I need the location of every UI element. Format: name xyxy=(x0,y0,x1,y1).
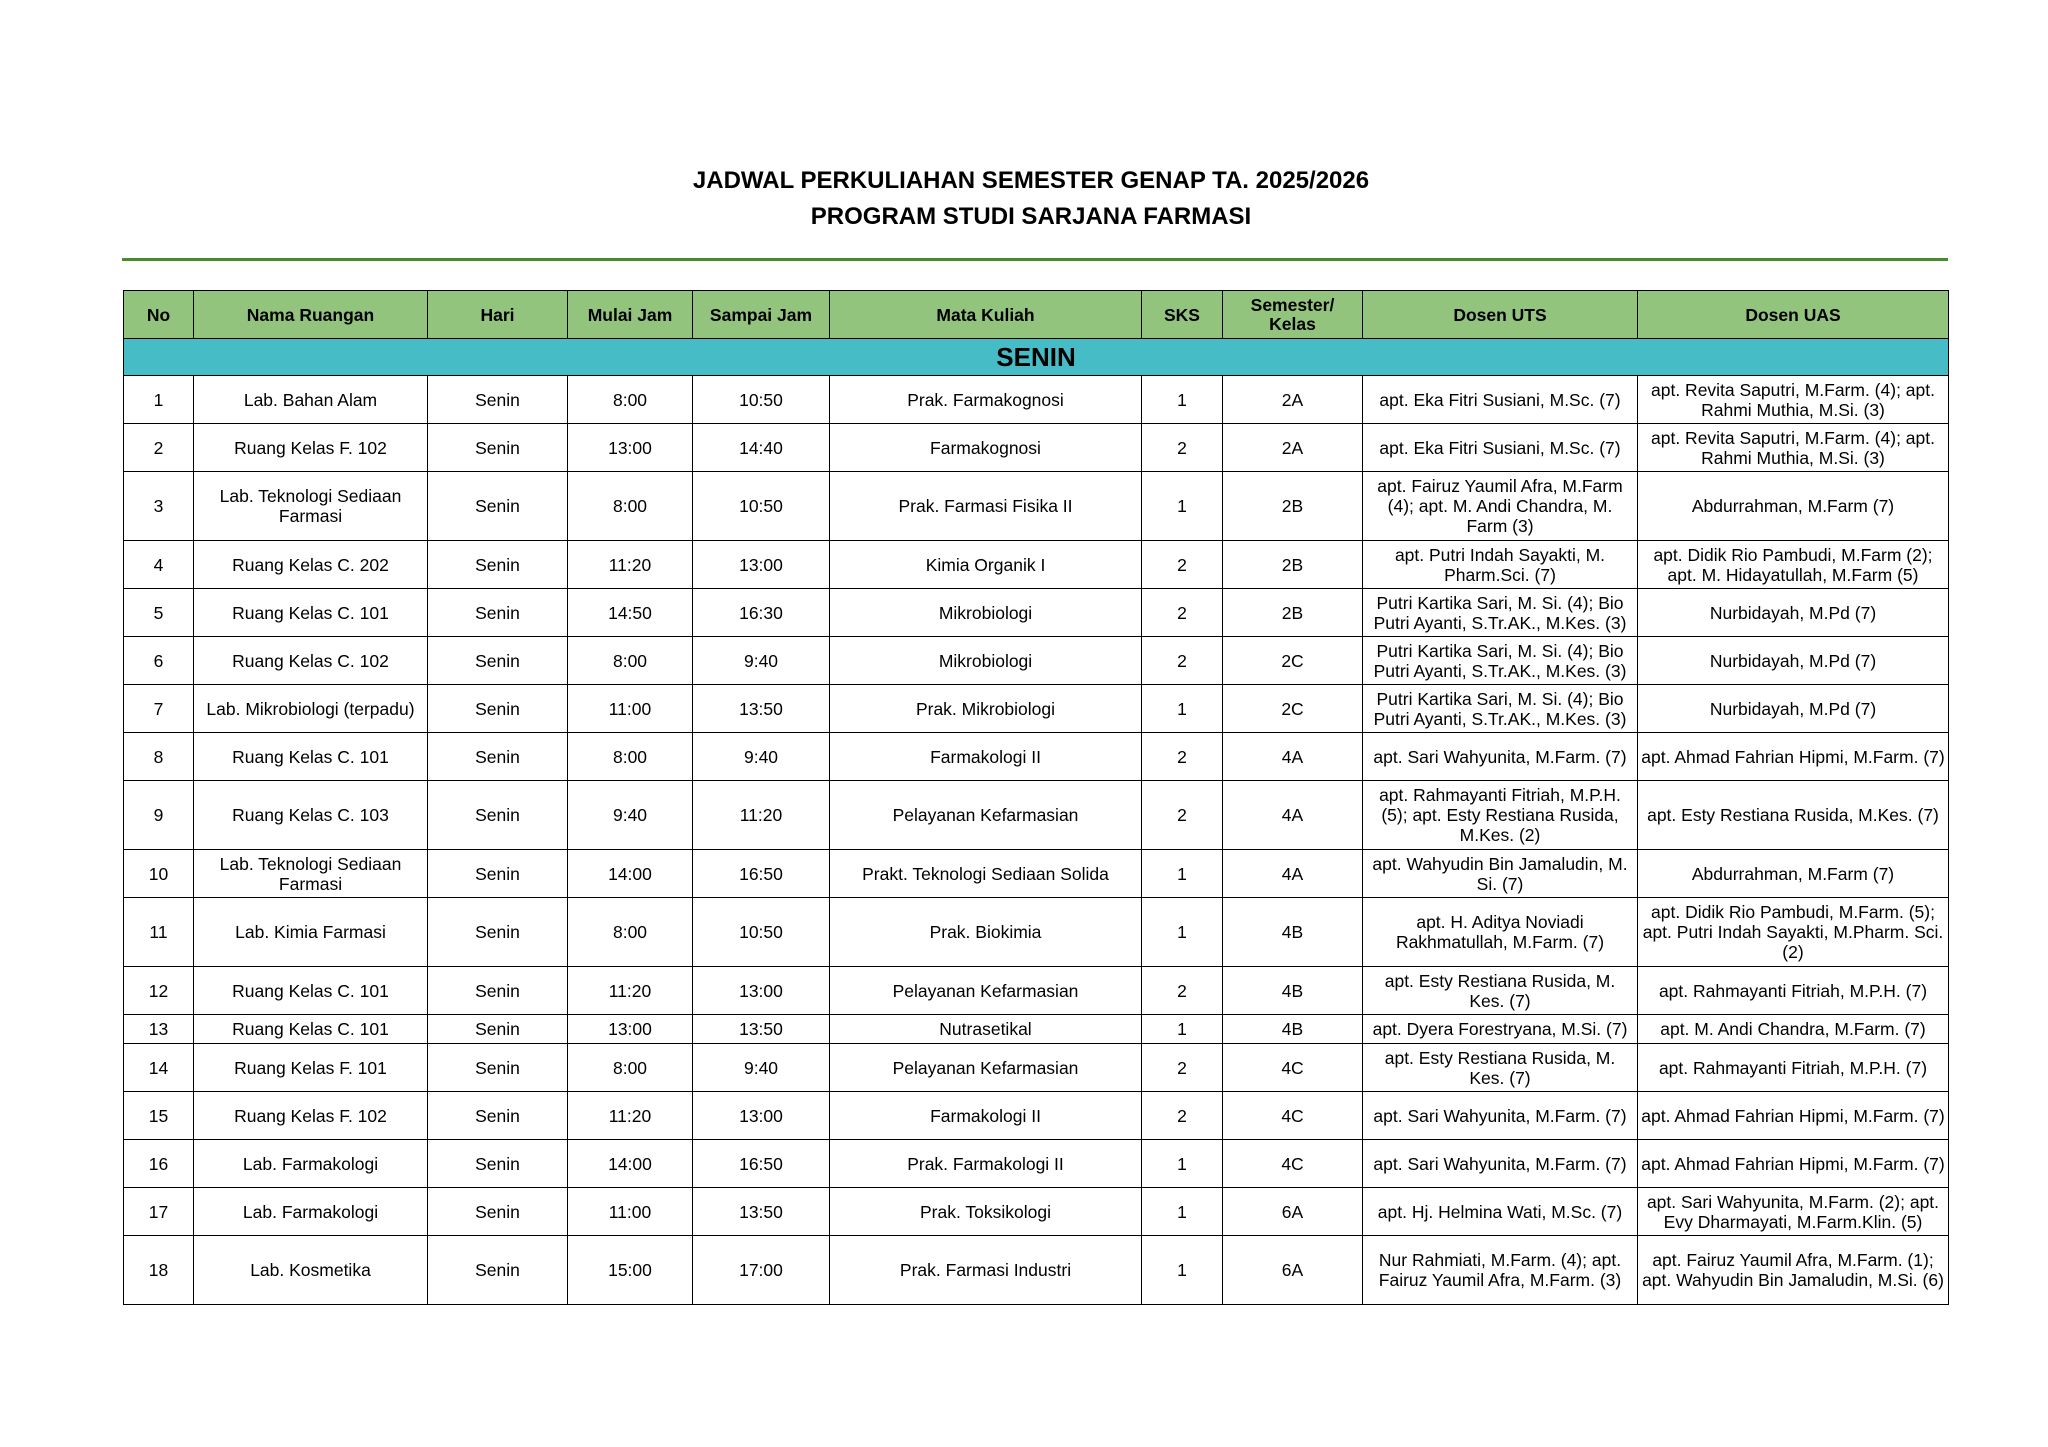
cell-sampai-jam: 17:00 xyxy=(693,1236,830,1305)
cell-mata-kuliah: Prak. Farmakognosi xyxy=(830,376,1142,424)
header-sampai-jam: Sampai Jam xyxy=(693,291,830,339)
cell-mata-kuliah: Mikrobiologi xyxy=(830,589,1142,637)
cell-sks: 1 xyxy=(1142,1188,1223,1236)
cell-hari: Senin xyxy=(428,1188,568,1236)
table-row xyxy=(124,424,1949,472)
cell-mulai-jam: 13:00 xyxy=(568,1015,693,1044)
cell-sampai-jam: 16:50 xyxy=(693,1140,830,1188)
cell-dosen-uas: apt. Rahmayanti Fitriah, M.P.H. (7) xyxy=(1638,1044,1949,1092)
cell-hari: Senin xyxy=(428,967,568,1015)
cell-hari: Senin xyxy=(428,685,568,733)
cell-sks: 2 xyxy=(1142,781,1223,850)
cell-nama-ruangan: Lab. Mikrobiologi (terpadu) xyxy=(194,685,428,733)
cell-hari: Senin xyxy=(428,898,568,967)
table-row xyxy=(124,685,1949,733)
header-dosen-uas: Dosen UAS xyxy=(1638,291,1949,339)
cell-dosen-uas: apt. Ahmad Fahrian Hipmi, M.Farm. (7) xyxy=(1638,1140,1949,1188)
cell-sks: 2 xyxy=(1142,541,1223,589)
header-no: No xyxy=(124,291,194,339)
cell-no: 12 xyxy=(124,967,194,1015)
cell-nama-ruangan: Lab. Teknologi Sediaan Farmasi xyxy=(194,850,428,898)
cell-semester-kelas: 2C xyxy=(1223,685,1363,733)
cell-nama-ruangan: Ruang Kelas C. 103 xyxy=(194,781,428,850)
cell-sks: 1 xyxy=(1142,1015,1223,1044)
cell-semester-kelas: 4C xyxy=(1223,1092,1363,1140)
cell-dosen-uas: apt. Ahmad Fahrian Hipmi, M.Farm. (7) xyxy=(1638,1092,1949,1140)
cell-mulai-jam: 11:20 xyxy=(568,967,693,1015)
header-nama-ruangan: Nama Ruangan xyxy=(194,291,428,339)
cell-no: 8 xyxy=(124,733,194,781)
cell-nama-ruangan: Ruang Kelas C. 101 xyxy=(194,733,428,781)
cell-mata-kuliah: Farmakognosi xyxy=(830,424,1142,472)
cell-nama-ruangan: Ruang Kelas F. 102 xyxy=(194,424,428,472)
header-mata-kuliah: Mata Kuliah xyxy=(830,291,1142,339)
header-sks: SKS xyxy=(1142,291,1223,339)
cell-dosen-uas: Nurbidayah, M.Pd (7) xyxy=(1638,589,1949,637)
title-line-1: JADWAL PERKULIAHAN SEMESTER GENAP TA. 2025/2026 xyxy=(692,167,1370,194)
cell-sks: 1 xyxy=(1142,685,1223,733)
document-title xyxy=(0,163,2048,235)
header-semester-kelas: Semester/ Kelas xyxy=(1223,291,1363,339)
cell-nama-ruangan: Ruang Kelas C. 202 xyxy=(194,541,428,589)
cell-mata-kuliah: Farmakologi II xyxy=(830,733,1142,781)
cell-mata-kuliah: Prakt. Teknologi Sediaan Solida xyxy=(830,850,1142,898)
cell-no: 11 xyxy=(124,898,194,967)
cell-mata-kuliah: Pelayanan Kefarmasian xyxy=(830,967,1142,1015)
cell-no: 3 xyxy=(124,472,194,541)
table-row xyxy=(124,472,1949,541)
cell-hari: Senin xyxy=(428,589,568,637)
cell-sks: 1 xyxy=(1142,850,1223,898)
cell-hari: Senin xyxy=(428,781,568,850)
cell-no: 9 xyxy=(124,781,194,850)
cell-no: 14 xyxy=(124,1044,194,1092)
cell-nama-ruangan: Ruang Kelas F. 102 xyxy=(194,1092,428,1140)
table-row xyxy=(124,541,1949,589)
table-row xyxy=(124,1015,1949,1044)
table-row xyxy=(124,850,1949,898)
cell-semester-kelas: 4B xyxy=(1223,898,1363,967)
cell-dosen-uas: apt. Revita Saputri, M.Farm. (4); apt. Rahmi Muthia, M.Si. (3) xyxy=(1638,424,1949,472)
cell-sks: 2 xyxy=(1142,1044,1223,1092)
schedule-table xyxy=(123,290,1949,1305)
cell-sks: 1 xyxy=(1142,376,1223,424)
cell-hari: Senin xyxy=(428,376,568,424)
cell-hari: Senin xyxy=(428,424,568,472)
table-row xyxy=(124,1236,1949,1305)
cell-mulai-jam: 13:00 xyxy=(568,424,693,472)
cell-sampai-jam: 11:20 xyxy=(693,781,830,850)
cell-sks: 2 xyxy=(1142,1092,1223,1140)
cell-sampai-jam: 10:50 xyxy=(693,472,830,541)
cell-sks: 1 xyxy=(1142,898,1223,967)
table-row xyxy=(124,1140,1949,1188)
cell-sampai-jam: 9:40 xyxy=(693,637,830,685)
day-section-row xyxy=(124,339,1949,376)
cell-dosen-uas: apt. Didik Rio Pambudi, M.Farm (2); apt. M. Hidayatullah, M.Farm (5) xyxy=(1638,541,1949,589)
cell-semester-kelas: 4B xyxy=(1223,967,1363,1015)
cell-dosen-uts: apt. Rahmayanti Fitriah, M.P.H. (5); apt. Esty Restiana Rusida, M.Kes. (2) xyxy=(1363,781,1638,850)
day-label: SENIN xyxy=(124,339,1949,376)
cell-semester-kelas: 6A xyxy=(1223,1236,1363,1305)
cell-nama-ruangan: Ruang Kelas F. 101 xyxy=(194,1044,428,1092)
cell-mulai-jam: 11:00 xyxy=(568,1188,693,1236)
cell-mata-kuliah: Prak. Farmasi Fisika II xyxy=(830,472,1142,541)
cell-sampai-jam: 13:00 xyxy=(693,967,830,1015)
cell-sampai-jam: 13:00 xyxy=(693,541,830,589)
cell-hari: Senin xyxy=(428,637,568,685)
cell-semester-kelas: 2C xyxy=(1223,637,1363,685)
cell-dosen-uas: apt. M. Andi Chandra, M.Farm. (7) xyxy=(1638,1015,1949,1044)
cell-nama-ruangan: Ruang Kelas C. 102 xyxy=(194,637,428,685)
cell-dosen-uts: apt. Eka Fitri Susiani, M.Sc. (7) xyxy=(1363,424,1638,472)
cell-dosen-uts: apt. H. Aditya Noviadi Rakhmatullah, M.Farm. (7) xyxy=(1363,898,1638,967)
cell-mulai-jam: 8:00 xyxy=(568,376,693,424)
cell-sks: 2 xyxy=(1142,589,1223,637)
cell-dosen-uts: Putri Kartika Sari, M. Si. (4); Bio Putri Ayanti, S.Tr.AK., M.Kes. (3) xyxy=(1363,589,1638,637)
cell-mulai-jam: 11:20 xyxy=(568,1092,693,1140)
cell-dosen-uas: Abdurrahman, M.Farm (7) xyxy=(1638,850,1949,898)
cell-sks: 2 xyxy=(1142,967,1223,1015)
cell-no: 6 xyxy=(124,637,194,685)
cell-sampai-jam: 13:50 xyxy=(693,685,830,733)
cell-mulai-jam: 9:40 xyxy=(568,781,693,850)
cell-sampai-jam: 13:50 xyxy=(693,1188,830,1236)
cell-no: 4 xyxy=(124,541,194,589)
cell-hari: Senin xyxy=(428,1015,568,1044)
cell-dosen-uts: apt. Esty Restiana Rusida, M. Kes. (7) xyxy=(1363,967,1638,1015)
cell-semester-kelas: 4A xyxy=(1223,733,1363,781)
cell-semester-kelas: 4C xyxy=(1223,1140,1363,1188)
cell-dosen-uas: apt. Rahmayanti Fitriah, M.P.H. (7) xyxy=(1638,967,1949,1015)
cell-mata-kuliah: Prak. Toksikologi xyxy=(830,1188,1142,1236)
cell-mata-kuliah: Prak. Mikrobiologi xyxy=(830,685,1142,733)
cell-sks: 1 xyxy=(1142,472,1223,541)
cell-mata-kuliah: Farmakologi II xyxy=(830,1092,1142,1140)
cell-sampai-jam: 16:50 xyxy=(693,850,830,898)
table-row xyxy=(124,589,1949,637)
cell-hari: Senin xyxy=(428,733,568,781)
cell-dosen-uts: apt. Eka Fitri Susiani, M.Sc. (7) xyxy=(1363,376,1638,424)
cell-mata-kuliah: Pelayanan Kefarmasian xyxy=(830,781,1142,850)
cell-hari: Senin xyxy=(428,541,568,589)
cell-mulai-jam: 15:00 xyxy=(568,1236,693,1305)
cell-no: 17 xyxy=(124,1188,194,1236)
cell-hari: Senin xyxy=(428,1044,568,1092)
header-mulai-jam: Mulai Jam xyxy=(568,291,693,339)
cell-dosen-uts: apt. Sari Wahyunita, M.Farm. (7) xyxy=(1363,1140,1638,1188)
cell-semester-kelas: 2A xyxy=(1223,376,1363,424)
cell-hari: Senin xyxy=(428,850,568,898)
table-body xyxy=(124,339,1949,1305)
cell-nama-ruangan: Lab. Teknologi Sediaan Farmasi xyxy=(194,472,428,541)
table-row xyxy=(124,1092,1949,1140)
table-header-row xyxy=(124,291,1949,339)
cell-mulai-jam: 8:00 xyxy=(568,1044,693,1092)
cell-sks: 1 xyxy=(1142,1140,1223,1188)
cell-mata-kuliah: Prak. Farmasi Industri xyxy=(830,1236,1142,1305)
cell-dosen-uas: Abdurrahman, M.Farm (7) xyxy=(1638,472,1949,541)
cell-dosen-uts: apt. Sari Wahyunita, M.Farm. (7) xyxy=(1363,733,1638,781)
cell-sampai-jam: 10:50 xyxy=(693,898,830,967)
table-row xyxy=(124,781,1949,850)
cell-hari: Senin xyxy=(428,1140,568,1188)
cell-hari: Senin xyxy=(428,1092,568,1140)
cell-mulai-jam: 11:20 xyxy=(568,541,693,589)
cell-dosen-uas: apt. Sari Wahyunita, M.Farm. (2); apt. Evy Dharmayati, M.Farm.Klin. (5) xyxy=(1638,1188,1949,1236)
cell-sampai-jam: 9:40 xyxy=(693,1044,830,1092)
table-row xyxy=(124,376,1949,424)
cell-semester-kelas: 2B xyxy=(1223,589,1363,637)
cell-nama-ruangan: Lab. Kimia Farmasi xyxy=(194,898,428,967)
header-hari: Hari xyxy=(428,291,568,339)
cell-nama-ruangan: Lab. Kosmetika xyxy=(194,1236,428,1305)
cell-sks: 2 xyxy=(1142,424,1223,472)
cell-semester-kelas: 4A xyxy=(1223,781,1363,850)
cell-mata-kuliah: Mikrobiologi xyxy=(830,637,1142,685)
cell-mulai-jam: 8:00 xyxy=(568,472,693,541)
cell-dosen-uts: apt. Dyera Forestryana, M.Si. (7) xyxy=(1363,1015,1638,1044)
cell-nama-ruangan: Lab. Farmakologi xyxy=(194,1140,428,1188)
table-row xyxy=(124,637,1949,685)
table-row xyxy=(124,967,1949,1015)
cell-sks: 2 xyxy=(1142,637,1223,685)
cell-mata-kuliah: Pelayanan Kefarmasian xyxy=(830,1044,1142,1092)
cell-semester-kelas: 2A xyxy=(1223,424,1363,472)
title-divider xyxy=(122,258,1948,261)
cell-semester-kelas: 4B xyxy=(1223,1015,1363,1044)
cell-dosen-uts: apt. Hj. Helmina Wati, M.Sc. (7) xyxy=(1363,1188,1638,1236)
cell-mulai-jam: 14:00 xyxy=(568,1140,693,1188)
cell-sks: 1 xyxy=(1142,1236,1223,1305)
cell-no: 13 xyxy=(124,1015,194,1044)
cell-no: 16 xyxy=(124,1140,194,1188)
cell-dosen-uas: apt. Ahmad Fahrian Hipmi, M.Farm. (7) xyxy=(1638,733,1949,781)
cell-dosen-uas: apt. Revita Saputri, M.Farm. (4); apt. Rahmi Muthia, M.Si. (3) xyxy=(1638,376,1949,424)
cell-sampai-jam: 14:40 xyxy=(693,424,830,472)
title-line-2: PROGRAM STUDI SARJANA FARMASI xyxy=(810,203,1252,230)
cell-dosen-uts: apt. Esty Restiana Rusida, M. Kes. (7) xyxy=(1363,1044,1638,1092)
cell-sampai-jam: 13:50 xyxy=(693,1015,830,1044)
cell-semester-kelas: 4A xyxy=(1223,850,1363,898)
cell-nama-ruangan: Ruang Kelas C. 101 xyxy=(194,967,428,1015)
cell-sampai-jam: 13:00 xyxy=(693,1092,830,1140)
cell-nama-ruangan: Lab. Farmakologi xyxy=(194,1188,428,1236)
cell-semester-kelas: 6A xyxy=(1223,1188,1363,1236)
cell-dosen-uts: Putri Kartika Sari, M. Si. (4); Bio Putri Ayanti, S.Tr.AK., M.Kes. (3) xyxy=(1363,637,1638,685)
cell-semester-kelas: 2B xyxy=(1223,472,1363,541)
cell-no: 10 xyxy=(124,850,194,898)
cell-mulai-jam: 8:00 xyxy=(568,733,693,781)
cell-dosen-uas: apt. Didik Rio Pambudi, M.Farm. (5); apt. Putri Indah Sayakti, M.Pharm. Sci. (2) xyxy=(1638,898,1949,967)
cell-mulai-jam: 8:00 xyxy=(568,898,693,967)
cell-dosen-uts: apt. Sari Wahyunita, M.Farm. (7) xyxy=(1363,1092,1638,1140)
cell-no: 1 xyxy=(124,376,194,424)
cell-sks: 2 xyxy=(1142,733,1223,781)
table-row xyxy=(124,898,1949,967)
cell-semester-kelas: 2B xyxy=(1223,541,1363,589)
cell-mata-kuliah: Nutrasetikal xyxy=(830,1015,1142,1044)
table-row xyxy=(124,1044,1949,1092)
cell-dosen-uas: Nurbidayah, M.Pd (7) xyxy=(1638,637,1949,685)
cell-mata-kuliah: Prak. Biokimia xyxy=(830,898,1142,967)
cell-no: 7 xyxy=(124,685,194,733)
cell-mulai-jam: 14:50 xyxy=(568,589,693,637)
header-dosen-uts: Dosen UTS xyxy=(1363,291,1638,339)
cell-dosen-uas: apt. Esty Restiana Rusida, M.Kes. (7) xyxy=(1638,781,1949,850)
cell-mata-kuliah: Prak. Farmakologi II xyxy=(830,1140,1142,1188)
cell-no: 15 xyxy=(124,1092,194,1140)
cell-dosen-uas: Nurbidayah, M.Pd (7) xyxy=(1638,685,1949,733)
cell-no: 5 xyxy=(124,589,194,637)
cell-sampai-jam: 10:50 xyxy=(693,376,830,424)
cell-dosen-uts: apt. Fairuz Yaumil Afra, M.Farm (4); apt. M. Andi Chandra, M. Farm (3) xyxy=(1363,472,1638,541)
cell-dosen-uts: apt. Putri Indah Sayakti, M. Pharm.Sci. (7) xyxy=(1363,541,1638,589)
cell-nama-ruangan: Lab. Bahan Alam xyxy=(194,376,428,424)
cell-dosen-uts: Nur Rahmiati, M.Farm. (4); apt. Fairuz Yaumil Afra, M.Farm. (3) xyxy=(1363,1236,1638,1305)
cell-sampai-jam: 16:30 xyxy=(693,589,830,637)
cell-no: 18 xyxy=(124,1236,194,1305)
table-row xyxy=(124,1188,1949,1236)
cell-dosen-uas: apt. Fairuz Yaumil Afra, M.Farm. (1); apt. Wahyudin Bin Jamaludin, M.Si. (6) xyxy=(1638,1236,1949,1305)
cell-mata-kuliah: Kimia Organik I xyxy=(830,541,1142,589)
cell-mulai-jam: 8:00 xyxy=(568,637,693,685)
cell-semester-kelas: 4C xyxy=(1223,1044,1363,1092)
cell-mulai-jam: 11:00 xyxy=(568,685,693,733)
cell-nama-ruangan: Ruang Kelas C. 101 xyxy=(194,589,428,637)
cell-nama-ruangan: Ruang Kelas C. 101 xyxy=(194,1015,428,1044)
cell-hari: Senin xyxy=(428,1236,568,1305)
cell-sampai-jam: 9:40 xyxy=(693,733,830,781)
cell-dosen-uts: apt. Wahyudin Bin Jamaludin, M. Si. (7) xyxy=(1363,850,1638,898)
cell-no: 2 xyxy=(124,424,194,472)
cell-mulai-jam: 14:00 xyxy=(568,850,693,898)
table-row xyxy=(124,733,1949,781)
cell-dosen-uts: Putri Kartika Sari, M. Si. (4); Bio Putri Ayanti, S.Tr.AK., M.Kes. (3) xyxy=(1363,685,1638,733)
cell-hari: Senin xyxy=(428,472,568,541)
